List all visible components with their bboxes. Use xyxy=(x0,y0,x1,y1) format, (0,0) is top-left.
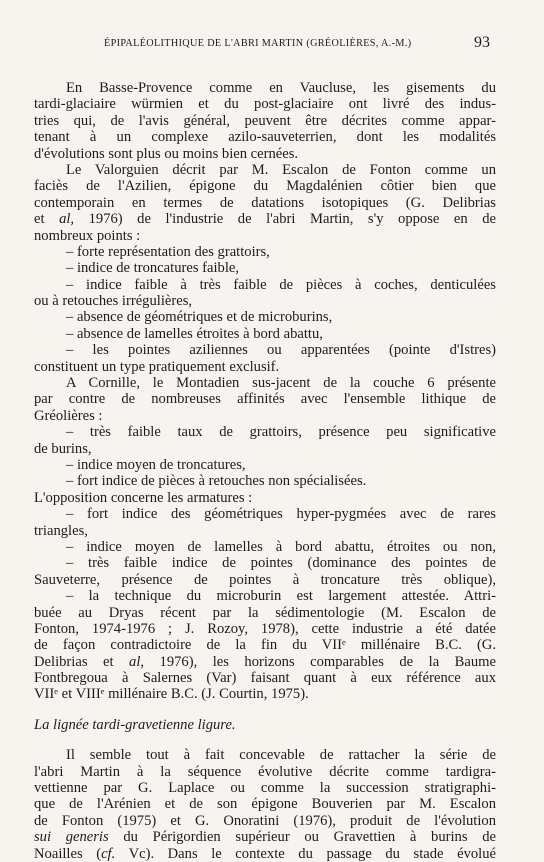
text-line: Gréolières : xyxy=(34,407,103,424)
list-item: – fort indice de pièces à retouches non spécialisées. xyxy=(66,473,367,490)
text-line xyxy=(34,846,496,862)
text-line: tenant à un complexe azilo-sauveterrien, dont les modalités xyxy=(34,129,496,146)
list-item: – la technique du microburin est largement attestée. Attri- xyxy=(66,588,496,605)
text-line: faciès de l'Azilien, épigone du Magdalénien côtier bien que xyxy=(34,178,496,195)
italic-abbrev: al, xyxy=(59,211,75,228)
italic-term: sui generis xyxy=(34,829,109,846)
text-line: d'évolutions sont plus ou moins bien cernées. xyxy=(34,145,299,162)
list-item: – indice faible à très faible de pièces à coches, denticulées xyxy=(66,276,496,293)
text-line xyxy=(34,829,496,845)
text-line: de façon contradictoire de la fin du VIIᵉ millénaire B.C. (G. xyxy=(34,637,496,654)
text-line: ou à retouches irrégulières, xyxy=(34,293,193,310)
text-line: buée au Dryas récent par la sédimentologie (M. Escalon de xyxy=(34,604,496,621)
text-fragment: 1976), les horizons comparables de la Baume xyxy=(159,653,496,670)
text-line: Sauveterre, présence de pointes à troncature très oblique), xyxy=(34,571,496,588)
italic-abbrev: al, xyxy=(129,653,145,670)
italic-abbrev: cf. xyxy=(101,845,116,862)
text-line: Il semble tout à fait concevable de rattacher la série de xyxy=(66,747,496,764)
text-fragment: 1976) de l'industrie de l'abri Martin, s'y oppose en de xyxy=(88,211,496,228)
text-line: contemporain en termes de datations isotopiques (G. Delibrias xyxy=(34,194,496,211)
list-item: – indice moyen de lamelles à bord abattu, étroites ou non, xyxy=(66,538,496,555)
list-item: – forte représentation des grattoirs, xyxy=(66,243,270,260)
text-line xyxy=(34,654,496,670)
section-heading xyxy=(34,717,496,733)
text-line: En Basse-Provence comme en Vaucluse, les gisements du xyxy=(66,80,496,96)
text-line: tries qui, de l'avis général, peuvent être décrites comme appar- xyxy=(34,112,496,129)
text-fragment: Delibrias et xyxy=(34,653,114,670)
text-line: que de l'Arénien et de son épigone Bouverien par M. Escalon xyxy=(34,796,496,813)
list-item: – très faible taux de grattoirs, présence peu significative xyxy=(66,424,496,441)
list-item: – indice moyen de troncatures, xyxy=(66,456,246,473)
text-line: triangles, xyxy=(34,522,88,539)
body-text xyxy=(34,80,496,862)
text-line: de Fonton (1975) et G. Onoratini (1976), produit de l'évolution xyxy=(34,812,496,829)
text-fragment: du Périgordien supérieur ou Gravettien à burins de xyxy=(123,829,496,846)
list-item: – absence de géométriques et de microburins, xyxy=(66,309,333,326)
section-gap xyxy=(34,703,496,717)
section-heading-text: La lignée tardi-gravetienne ligure. xyxy=(34,716,236,733)
text-line: l'abri Martin à la séquence évolutive décrite comme tardigra- xyxy=(34,763,496,780)
text-line xyxy=(34,211,496,227)
text-line: par contre de nombreuses affinités avec l'ensemble lithique de xyxy=(34,391,496,408)
text-fragment: Vc). Dans le contexte du passage du stade évolué xyxy=(128,845,496,862)
running-header xyxy=(0,34,544,54)
list-item: – indice de troncatures faible, xyxy=(66,260,240,277)
text-line: tardi-glaciaire würmien et du post-glaciaire ont livré des indus- xyxy=(34,96,496,113)
text-line: Le Valorguien décrit par M. Escalon de Fonton comme un xyxy=(66,161,496,178)
text-line: VIIᵉ et VIIIᵉ millénaire B.C. (J. Courtin, 1975). xyxy=(34,686,309,703)
list-item: – les pointes aziliennes ou apparentées (pointe d'Istres) xyxy=(66,342,496,359)
text-line: vettienne par G. Laplace ou comme la succession stratigraphi- xyxy=(34,780,496,797)
text-line: L'opposition concerne les armatures : xyxy=(34,489,253,506)
text-line: constituent un type pratiquement exclusif. xyxy=(34,358,280,375)
text-line: de burins, xyxy=(34,440,92,457)
list-item: – très faible indice de pointes (dominance des pointes de xyxy=(66,555,496,572)
text-line: Fontbregoua à Salernes (Var) faisant quant à eux référence aux xyxy=(34,670,496,687)
section-gap xyxy=(34,733,496,747)
list-item: – fort indice des géométriques hyper-pygmées avec de rares xyxy=(66,506,496,523)
text-fragment: Noailles ( xyxy=(34,845,102,862)
text-line: A Cornille, le Montadien sus-jacent de la couche 6 présente xyxy=(66,375,496,392)
text-line: nombreux points : xyxy=(34,227,141,244)
text-line: Fonton, 1974-1976 ; J. Rozoy, 1978), cette industrie a été datée xyxy=(34,620,496,637)
running-title: ÉPIPALÉOLITHIQUE DE L'ABRI MARTIN (GRÉOLIÈRES, A.-M.) xyxy=(104,38,412,49)
text-fragment: et xyxy=(34,211,45,228)
page-number: 93 xyxy=(474,34,490,51)
list-item: – absence de lamelles étroites à bord abattu, xyxy=(66,325,323,342)
